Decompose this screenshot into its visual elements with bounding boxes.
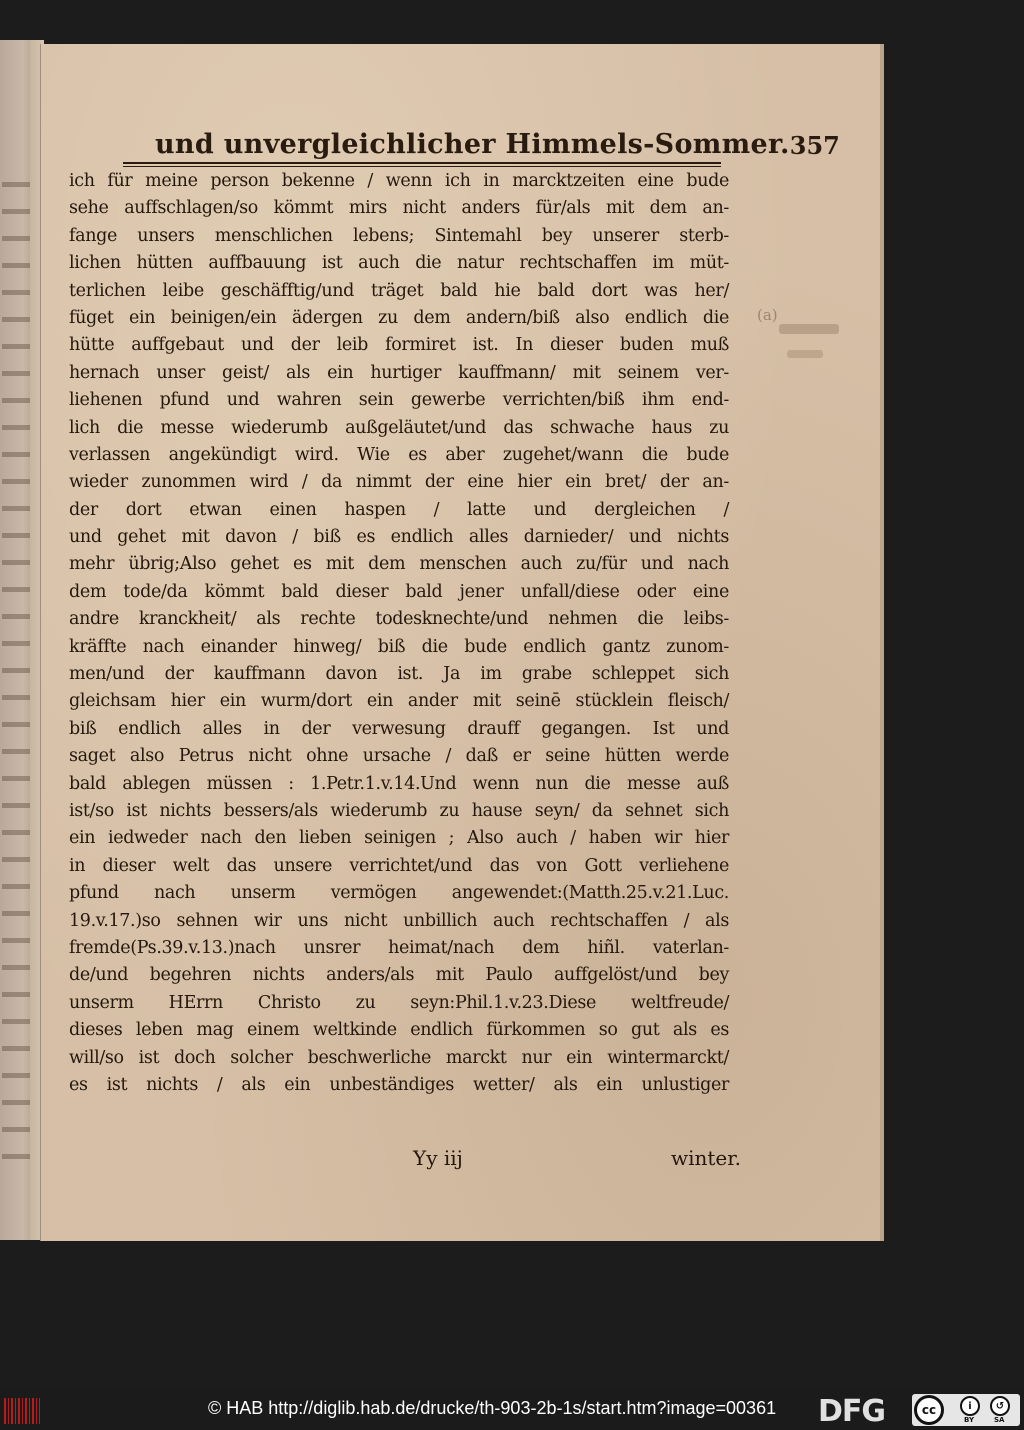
footer-credit-link[interactable]: © HAB http://diglib.hab.de/drucke/th-903-2b-1s/start.htm?image=00361 — [208, 1398, 777, 1418]
book-page — [40, 44, 882, 1241]
text-line: hütte auffgebaut und der leib formiret ist. In dieser buden muß — [69, 335, 729, 356]
catchword: winter. — [671, 1146, 741, 1170]
text-line: unserm HErrn Christo zu seyn:Phil.1.v.23.Diese weltfreude/ — [69, 992, 729, 1013]
share-alike-icon: ↺ — [990, 1396, 1010, 1416]
text-line: mehr übrig;Also gehet es mit dem menschen auch zu/für und nach — [69, 554, 729, 575]
text-line: ist/so ist nichts bessers/als wiederumb zu hause seyn/ da sehnet sich — [69, 800, 729, 821]
text-line: bald ablegen müssen : 1.Petr.1.v.14.Und wenn nun die messe auß — [69, 773, 729, 794]
margin-note — [731, 306, 851, 376]
text-line: terlichen leibe geschäfftig/und träget bald hie bald dort was her/ — [69, 280, 729, 301]
text-line: der dort etwan einen haspen / latte und dergleichen / — [69, 499, 729, 520]
text-line: dem tode/da kömmt bald dieser bald jener unfall/diese oder eine — [69, 581, 729, 602]
text-line: in dieser welt das unsere verrichtet/und das von Gott verliehene — [69, 855, 729, 876]
text-line: liehenen pfund und wahren sein gewerbe verrichten/biß ihm end- — [69, 390, 729, 411]
margin-note-bleed-secondary — [787, 350, 823, 358]
text-line: de/und begehren nichts anders/als mit Paulo auffgelöst/und bey — [69, 965, 729, 986]
by-label: BY — [964, 1416, 975, 1424]
text-line: füget ein beinigen/ein ädergen zu dem andern/biß also endlich die — [69, 307, 729, 328]
text-line: ein iedweder nach den lieben seinigen ; Also auch / haben wir hier — [69, 828, 729, 849]
text-line: fange unsers menschlichen lebens; Sintemahl bey unserer sterb- — [69, 225, 729, 246]
signature-mark: Yy iij — [413, 1146, 463, 1170]
text-line: fremde(Ps.39.v.13.)nach unsrer heimat/nach dem hiñl. vaterlan- — [69, 937, 729, 958]
text-line: dieses leben mag einem weltkinde endlich fürkommen so gut als es — [69, 1020, 729, 1041]
sa-label: SA — [994, 1416, 1005, 1424]
text-line: hernach unser geist/ als ein hurtiger kauffmann/ mit seinem ver- — [69, 362, 729, 383]
margin-note-mark: (a) — [757, 306, 778, 324]
page-number: 357 — [789, 131, 840, 160]
body-text — [69, 168, 729, 1099]
text-line: kräffte nach einander hinweg/ biß die bude endlich gantz zunom- — [69, 636, 729, 657]
text-line: lich die messe wiederumb außgeläutet/und das schwache haus zu — [69, 417, 729, 438]
text-line: wieder zunommen wird / da nimmt der eine hier ein bret/ der an- — [69, 472, 729, 493]
attribution-icon: i — [960, 1396, 980, 1416]
text-line: es ist nichts / als ein unbeständiges wetter/ als ein unlustiger — [69, 1074, 729, 1095]
page-edge — [880, 44, 884, 1241]
cc-license-badge[interactable] — [912, 1394, 1020, 1426]
text-line: biß endlich alles in der verwesung drauff gegangen. Ist und — [69, 718, 729, 739]
dfg-logo: DFG — [818, 1394, 886, 1429]
footer-bar — [0, 1390, 1024, 1430]
header-rule — [123, 162, 721, 167]
text-line: will/so ist doch solcher beschwerliche marckt nur ein wintermarckt/ — [69, 1047, 729, 1068]
previous-page-text-bleed — [2, 160, 32, 1160]
cc-icon: cc — [914, 1395, 944, 1425]
text-line: ich für meine person bekenne / wenn ich in marcktzeiten eine bude — [69, 171, 729, 191]
text-line: men/und der kauffmann davon ist. Ja im grabe schleppet sich — [69, 664, 729, 685]
text-line: andre kranckheit/ als rechte todesknechte/und nehmen die leibs- — [69, 609, 729, 630]
text-line: saget also Petrus nicht ohne ursache / daß er seine hütten werde — [69, 746, 729, 767]
margin-note-bleed — [779, 324, 839, 334]
barcode-icon — [4, 1398, 40, 1424]
text-line: sehe auffschlagen/so kömmt mirs nicht anders für/als mit dem an- — [69, 198, 729, 219]
catchline — [101, 1146, 741, 1178]
text-line: gleichsam hier ein wurm/dort ein ander mit seinē stücklein fleisch/ — [69, 691, 729, 712]
page-header — [121, 112, 840, 160]
text-line: 19.v.17.)so sehnen wir uns nicht unbillich auch rechtschaffen / als — [69, 910, 729, 931]
text-line: pfund nach unserm vermögen angewendet:(Matth.25.v.21.Luc. — [69, 883, 729, 904]
text-line: lichen hütten auffbauung ist auch die natur rechtschaffen im müt- — [69, 253, 729, 274]
running-head: und unvergleichlicher Himmels-Sommer. — [155, 129, 790, 160]
text-line: und gehet mit davon / biß es endlich alles darnieder/ und nichts — [69, 527, 729, 548]
text-line: verlassen angekündigt wird. Wie es aber zugehet/wann die bude — [69, 444, 729, 465]
